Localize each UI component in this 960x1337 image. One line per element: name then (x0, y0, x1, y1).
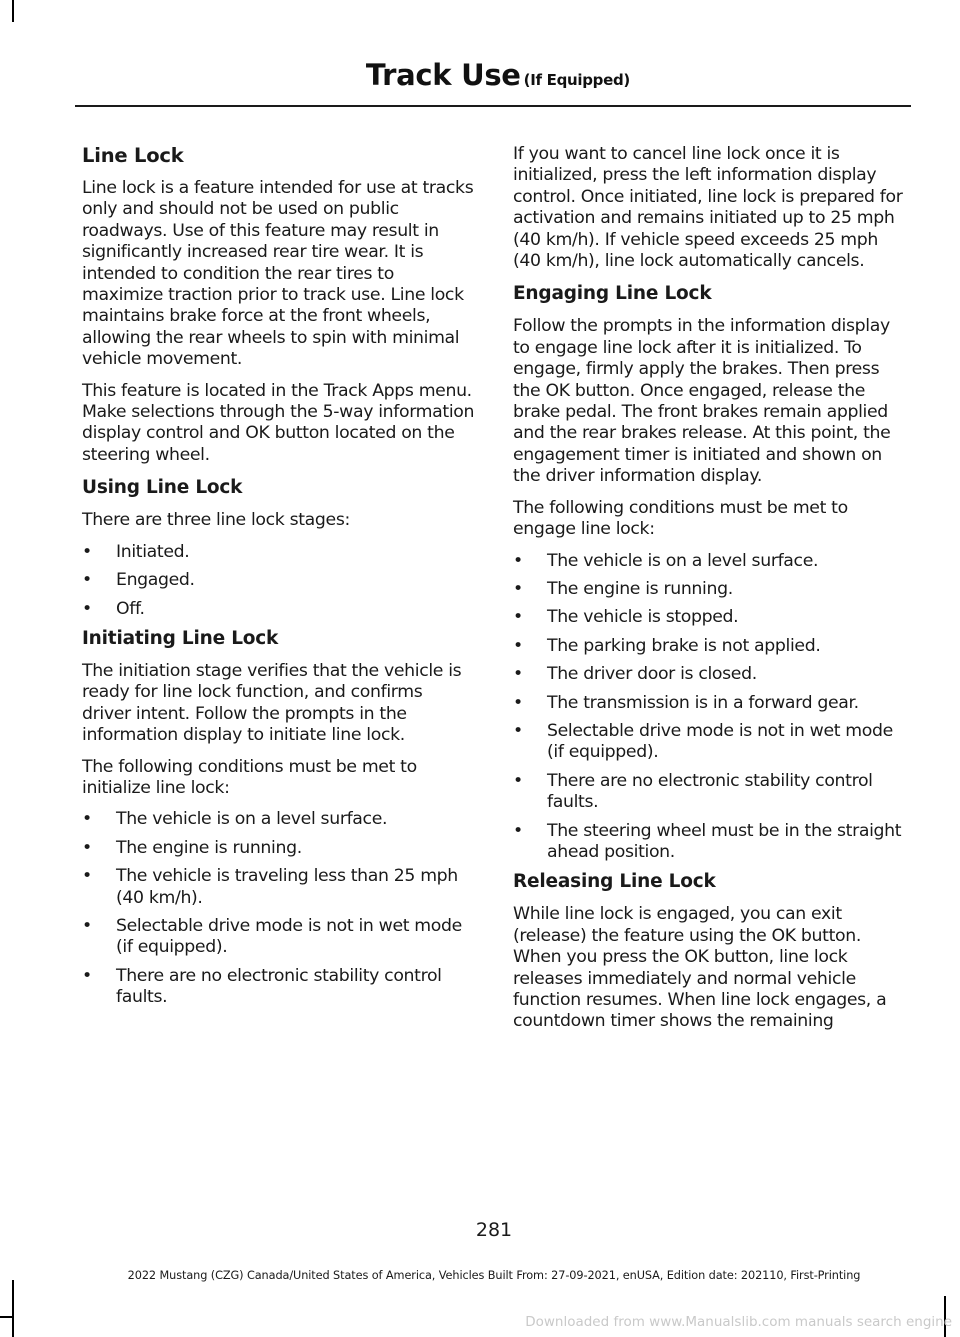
initiating-paragraph-2: The following conditions must be met to initialize line lock: (82, 756, 417, 798)
line-lock-heading: Line Lock (82, 144, 184, 167)
list-item: • The vehicle is stopped. (513, 607, 907, 628)
crop-mark-bottom-left (12, 1280, 14, 1337)
engaging-conditions-list (513, 551, 907, 864)
line-lock-paragraph-1: Line lock is a feature intended for use at tracks only and should not be used on public roadways. Use of this feature may result in significantly increased rear tire wear. It is intended to condition the rear tires to maximize traction prior to track use. Line lock maintains brake force at the front wheels, allowing the rear wheels to spin with minimal vehicle movement. (82, 178, 474, 370)
initiating-conditions-list (82, 809, 476, 1008)
list-item: • The vehicle is on a level surface. (513, 551, 907, 572)
watermark-link[interactable]: Downloaded from www.Manualslib.com manuals search engine (525, 1314, 952, 1330)
stages-list (82, 542, 476, 620)
right-column (513, 144, 907, 1043)
list-item: • The steering wheel must be in the straight ahead position. (513, 821, 907, 864)
releasing-paragraph: While line lock is engaged, you can exit (release) the feature using the OK button. When you press the OK button, line lock releases immediately and normal vehicle function resumes. When line lock engages, a countdown timer shows the remaining (513, 904, 887, 1032)
list-item: • Engaged. (82, 570, 476, 591)
list-item: • Initiated. (82, 542, 476, 563)
list-item: • The transmission is in a forward gear. (513, 693, 907, 714)
page-title (366, 58, 630, 92)
list-item: • The engine is running. (82, 838, 476, 859)
cancel-paragraph: If you want to cancel line lock once it is initialized, press the left information display control. Once initiated, line lock is prepared for activation and remains initiated up to 25 mph (40 km/h). If vehicle speed exceeds 25 mph (40 km/h), line lock automatically cancels. (513, 144, 903, 272)
section-subtitle: (If Equipped) (523, 71, 630, 89)
line-lock-paragraph-2: This feature is located in the Track Apps menu. Make selections through the 5-way information display control and OK button located on the steering wheel. (82, 380, 475, 465)
list-item: • The vehicle is traveling less than 25 mph (40 km/h). (82, 866, 476, 909)
section-title: Track Use (365, 58, 521, 92)
releasing-line-lock-heading: Releasing Line Lock (513, 871, 716, 893)
left-column (82, 144, 476, 1016)
header-divider (75, 105, 911, 107)
using-line-lock-heading: Using Line Lock (82, 477, 243, 499)
list-item: • The driver door is closed. (513, 664, 907, 685)
crop-mark-top-left (12, 0, 14, 22)
engaging-paragraph-1: Follow the prompts in the information display to engage line lock after it is initialized. To engage, firmly apply the brakes. Then press the OK button. Once engaged, release the brake pedal. The front brakes remain applied and the rear brakes release. At this point, the engagement timer is initiated and shown on the driver information display. (513, 316, 891, 487)
list-item: • There are no electronic stability control faults. (82, 966, 476, 1009)
page-number: 281 (475, 1219, 513, 1241)
using-line-lock-intro: There are three line lock stages: (82, 510, 350, 531)
initiating-paragraph-1: The initiation stage verifies that the vehicle is ready for line lock function, and confirms driver intent. Follow the prompts in the information display to initiate line lock. (82, 660, 462, 746)
list-item: • Selectable drive mode is not in wet mode (if equipped). (513, 721, 907, 764)
list-item: • There are no electronic stability control faults. (513, 771, 907, 814)
list-item: • The engine is running. (513, 579, 907, 600)
list-item: • The parking brake is not applied. (513, 636, 907, 657)
list-item: • Selectable drive mode is not in wet mode (if equipped). (82, 916, 476, 959)
initiating-line-lock-heading: Initiating Line Lock (82, 627, 279, 649)
engaging-line-lock-heading: Engaging Line Lock (513, 283, 712, 305)
list-item: • The vehicle is on a level surface. (82, 809, 476, 830)
engaging-paragraph-2: The following conditions must be met to engage line lock: (513, 497, 848, 540)
list-item: • Off. (82, 599, 476, 620)
footer-edition-info: 2022 Mustang (CZG) Canada/United States of America, Vehicles Built From: 27-09-2021, enUSA, Edition date: 202110, First-Printing (127, 1269, 861, 1282)
crop-mark-bottom-left-h (0, 1316, 14, 1318)
